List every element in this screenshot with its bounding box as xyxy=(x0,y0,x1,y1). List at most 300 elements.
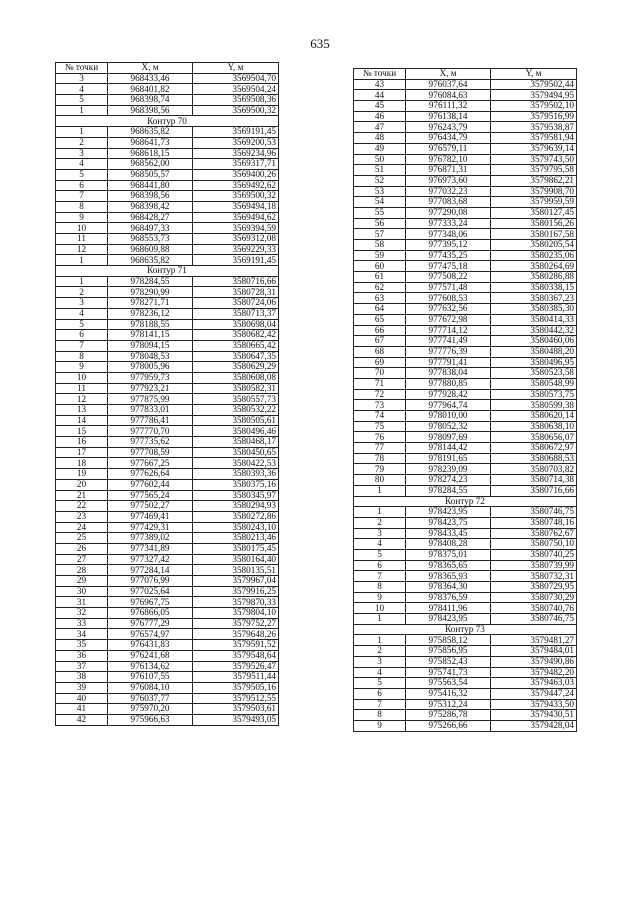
y-coordinate-cell: 3569400,26 xyxy=(193,169,279,180)
point-number-cell: 8 xyxy=(354,710,406,721)
y-coordinate-cell: 3580682,42 xyxy=(193,330,279,341)
y-coordinate-cell: 3569492,62 xyxy=(193,180,279,191)
x-coordinate-cell: 975266,66 xyxy=(406,720,491,731)
y-coordinate-cell: 3580573,75 xyxy=(491,389,577,400)
table-row xyxy=(354,688,577,699)
header-x: X, м xyxy=(108,63,193,74)
point-number-cell: 25 xyxy=(56,533,108,544)
x-coordinate-cell: 976138,14 xyxy=(406,111,491,122)
point-number-cell: 12 xyxy=(56,244,108,255)
x-coordinate-cell: 977786,41 xyxy=(108,415,193,426)
point-number-cell: 9 xyxy=(354,592,406,603)
y-coordinate-cell: 3569191,45 xyxy=(193,127,279,138)
contour-heading-row xyxy=(56,266,279,277)
y-coordinate-cell: 3569312,08 xyxy=(193,234,279,245)
y-coordinate-cell: 3569200,53 xyxy=(193,137,279,148)
x-coordinate-cell: 978141,15 xyxy=(108,330,193,341)
point-number-cell: 7 xyxy=(354,699,406,710)
table-row xyxy=(56,105,279,116)
y-coordinate-cell: 3580724,06 xyxy=(193,298,279,309)
table-row xyxy=(56,95,279,106)
table-row xyxy=(354,336,577,347)
x-coordinate-cell: 978239,09 xyxy=(406,464,491,475)
y-coordinate-cell: 3579482,20 xyxy=(491,667,577,678)
point-number-cell: 1 xyxy=(56,127,108,138)
table-row xyxy=(354,261,577,272)
contour-heading-row xyxy=(354,496,577,507)
x-coordinate-cell: 978274,23 xyxy=(406,475,491,486)
point-number-cell: 8 xyxy=(56,351,108,362)
y-coordinate-cell: 3580294,93 xyxy=(193,501,279,512)
x-coordinate-cell: 976241,68 xyxy=(108,650,193,661)
x-coordinate-cell: 977626,64 xyxy=(108,469,193,480)
table-row xyxy=(56,543,279,554)
y-coordinate-cell: 3580393,36 xyxy=(193,469,279,480)
x-coordinate-cell: 977880,85 xyxy=(406,378,491,389)
y-coordinate-cell: 3580422,53 xyxy=(193,458,279,469)
y-coordinate-cell: 3579804,10 xyxy=(193,608,279,619)
x-coordinate-cell: 977741,49 xyxy=(406,336,491,347)
point-number-cell: 3 xyxy=(354,528,406,539)
x-coordinate-cell: 977875,99 xyxy=(108,394,193,405)
point-number-cell: 11 xyxy=(56,234,108,245)
table-row xyxy=(56,565,279,576)
y-coordinate-cell: 3580582,31 xyxy=(193,383,279,394)
table-row xyxy=(354,229,577,240)
x-coordinate-cell: 978423,75 xyxy=(406,517,491,528)
x-coordinate-cell: 977429,31 xyxy=(108,522,193,533)
point-number-cell: 2 xyxy=(56,287,108,298)
table-row xyxy=(354,218,577,229)
x-coordinate-cell: 976037,64 xyxy=(406,79,491,90)
point-number-cell: 38 xyxy=(56,672,108,683)
point-number-cell: 3 xyxy=(56,148,108,159)
x-coordinate-cell: 977791,41 xyxy=(406,357,491,368)
table-row xyxy=(354,667,577,678)
table-row xyxy=(56,372,279,383)
table-row xyxy=(56,351,279,362)
y-coordinate-cell: 3580698,04 xyxy=(193,319,279,330)
point-number-cell: 79 xyxy=(354,464,406,475)
x-coordinate-cell: 977508,22 xyxy=(406,272,491,283)
table-row xyxy=(354,485,577,496)
y-coordinate-cell: 3580548,99 xyxy=(491,378,577,389)
y-coordinate-cell: 3580127,45 xyxy=(491,207,577,218)
y-coordinate-cell: 3580135,51 xyxy=(193,565,279,576)
x-coordinate-cell: 977672,98 xyxy=(406,314,491,325)
x-coordinate-cell: 977714,12 xyxy=(406,325,491,336)
y-coordinate-cell: 3580167,58 xyxy=(491,229,577,240)
point-number-cell: 29 xyxy=(56,576,108,587)
point-number-cell: 68 xyxy=(354,346,406,357)
x-coordinate-cell: 976134,62 xyxy=(108,661,193,672)
x-coordinate-cell: 977838,04 xyxy=(406,368,491,379)
y-coordinate-cell: 3580713,37 xyxy=(193,308,279,319)
y-coordinate-cell: 3569394,59 xyxy=(193,223,279,234)
x-coordinate-cell: 977632,56 xyxy=(406,304,491,315)
y-coordinate-cell: 3580496,95 xyxy=(491,357,577,368)
table-row xyxy=(56,618,279,629)
x-coordinate-cell: 978423,95 xyxy=(406,507,491,518)
table-row xyxy=(56,586,279,597)
point-number-cell: 65 xyxy=(354,314,406,325)
y-coordinate-cell: 3579502,10 xyxy=(491,101,577,112)
point-number-cell: 60 xyxy=(354,261,406,272)
x-coordinate-cell: 976782,10 xyxy=(406,154,491,165)
x-coordinate-cell: 977833,01 xyxy=(108,405,193,416)
x-coordinate-cell: 977502,27 xyxy=(108,501,193,512)
table-row xyxy=(56,191,279,202)
x-coordinate-cell: 977348,06 xyxy=(406,229,491,240)
table-row xyxy=(354,314,577,325)
table-row xyxy=(354,560,577,571)
table-row xyxy=(56,276,279,287)
y-coordinate-cell: 3579743,50 xyxy=(491,154,577,165)
y-coordinate-cell: 3580656,07 xyxy=(491,432,577,443)
y-coordinate-cell: 3569500,32 xyxy=(193,105,279,116)
x-coordinate-cell: 976574,97 xyxy=(108,629,193,640)
point-number-cell: 4 xyxy=(354,667,406,678)
point-number-cell: 57 xyxy=(354,229,406,240)
header-y: Y, м xyxy=(193,63,279,74)
table-row xyxy=(354,411,577,422)
table-row xyxy=(56,554,279,565)
table-row xyxy=(354,549,577,560)
point-number-cell: 7 xyxy=(56,340,108,351)
table-row xyxy=(354,453,577,464)
y-coordinate-cell: 3579870,33 xyxy=(193,597,279,608)
x-coordinate-cell: 968562,00 xyxy=(108,159,193,170)
table-row xyxy=(354,143,577,154)
y-coordinate-cell: 3580665,42 xyxy=(193,340,279,351)
point-number-cell: 35 xyxy=(56,640,108,651)
y-coordinate-cell: 3580243,10 xyxy=(193,522,279,533)
contour-heading: Контур 71 xyxy=(56,266,279,277)
point-number-cell: 21 xyxy=(56,490,108,501)
x-coordinate-cell: 975852,43 xyxy=(406,656,491,667)
point-number-cell: 71 xyxy=(354,378,406,389)
x-coordinate-cell: 975970,20 xyxy=(108,704,193,715)
y-coordinate-cell: 3569229,33 xyxy=(193,244,279,255)
point-number-cell: 6 xyxy=(56,330,108,341)
table-row xyxy=(354,325,577,336)
y-coordinate-cell: 3580442,32 xyxy=(491,325,577,336)
x-coordinate-cell: 976037,77 xyxy=(108,693,193,704)
table-row xyxy=(56,704,279,715)
x-coordinate-cell: 977964,74 xyxy=(406,400,491,411)
point-number-cell: 6 xyxy=(56,180,108,191)
point-number-cell: 12 xyxy=(56,394,108,405)
table-row xyxy=(56,223,279,234)
y-coordinate-cell: 3580338,15 xyxy=(491,282,577,293)
x-coordinate-cell: 977341,89 xyxy=(108,543,193,554)
table-row xyxy=(56,383,279,394)
point-number-cell: 8 xyxy=(354,582,406,593)
y-coordinate-cell: 3580729,95 xyxy=(491,582,577,593)
table-row xyxy=(354,90,577,101)
point-number-cell: 72 xyxy=(354,389,406,400)
point-number-cell: 48 xyxy=(354,133,406,144)
table-row xyxy=(56,298,279,309)
x-coordinate-cell: 977923,21 xyxy=(108,383,193,394)
table-row xyxy=(354,165,577,176)
point-number-cell: 4 xyxy=(56,308,108,319)
table-row xyxy=(354,603,577,614)
y-coordinate-cell: 3579548,64 xyxy=(193,650,279,661)
y-coordinate-cell: 3580629,29 xyxy=(193,362,279,373)
contour-heading: Контур 73 xyxy=(354,624,577,635)
point-number-cell: 52 xyxy=(354,175,406,186)
point-number-cell: 1 xyxy=(354,507,406,518)
x-coordinate-cell: 975858,12 xyxy=(406,635,491,646)
point-number-cell: 56 xyxy=(354,218,406,229)
y-coordinate-cell: 3580620,14 xyxy=(491,411,577,422)
table-body-right xyxy=(354,79,577,731)
x-coordinate-cell: 978236,12 xyxy=(108,308,193,319)
table-row xyxy=(56,201,279,212)
point-number-cell: 43 xyxy=(354,79,406,90)
y-coordinate-cell: 3580345,97 xyxy=(193,490,279,501)
point-number-cell: 20 xyxy=(56,479,108,490)
table-row xyxy=(56,458,279,469)
x-coordinate-cell: 977776,39 xyxy=(406,346,491,357)
x-coordinate-cell: 975416,32 xyxy=(406,688,491,699)
point-number-cell: 70 xyxy=(354,368,406,379)
point-number-cell: 8 xyxy=(56,201,108,212)
x-coordinate-cell: 968398,56 xyxy=(108,105,193,116)
table-row xyxy=(354,421,577,432)
point-number-cell: 41 xyxy=(56,704,108,715)
table-row xyxy=(56,533,279,544)
x-coordinate-cell: 977959,73 xyxy=(108,372,193,383)
point-number-cell: 44 xyxy=(354,90,406,101)
x-coordinate-cell: 975856,95 xyxy=(406,646,491,657)
x-coordinate-cell: 975563,54 xyxy=(406,678,491,689)
y-coordinate-cell: 3579463,03 xyxy=(491,678,577,689)
table-row xyxy=(354,378,577,389)
x-coordinate-cell: 977735,62 xyxy=(108,437,193,448)
point-number-cell: 2 xyxy=(56,137,108,148)
point-number-cell: 80 xyxy=(354,475,406,486)
x-coordinate-cell: 978188,55 xyxy=(108,319,193,330)
table-row xyxy=(354,207,577,218)
y-coordinate-cell: 3580730,29 xyxy=(491,592,577,603)
x-coordinate-cell: 978375,01 xyxy=(406,549,491,560)
table-row xyxy=(354,528,577,539)
x-coordinate-cell: 976243,79 xyxy=(406,122,491,133)
x-coordinate-cell: 977469,41 xyxy=(108,511,193,522)
y-coordinate-cell: 3579433,50 xyxy=(491,699,577,710)
point-number-cell: 46 xyxy=(354,111,406,122)
y-coordinate-cell: 3579581,94 xyxy=(491,133,577,144)
x-coordinate-cell: 977025,64 xyxy=(108,586,193,597)
y-coordinate-cell: 3579752,27 xyxy=(193,618,279,629)
table-row xyxy=(354,133,577,144)
x-coordinate-cell: 977389,02 xyxy=(108,533,193,544)
y-coordinate-cell: 3580748,16 xyxy=(491,517,577,528)
point-number-cell: 24 xyxy=(56,522,108,533)
table-row xyxy=(354,720,577,731)
x-coordinate-cell: 976871,31 xyxy=(406,165,491,176)
y-coordinate-cell: 3580599,38 xyxy=(491,400,577,411)
table-row xyxy=(354,197,577,208)
table-row xyxy=(354,635,577,646)
y-coordinate-cell: 3580205,54 xyxy=(491,240,577,251)
point-number-cell: 2 xyxy=(354,517,406,528)
x-coordinate-cell: 968398,42 xyxy=(108,201,193,212)
table-row xyxy=(354,400,577,411)
x-coordinate-cell: 978284,55 xyxy=(406,485,491,496)
table-row xyxy=(56,661,279,672)
x-coordinate-cell: 968641,73 xyxy=(108,137,193,148)
y-coordinate-cell: 3580716,66 xyxy=(193,276,279,287)
table-row xyxy=(354,592,577,603)
coordinates-table-left xyxy=(55,62,279,726)
y-coordinate-cell: 3580608,08 xyxy=(193,372,279,383)
table-row xyxy=(354,710,577,721)
point-number-cell: 42 xyxy=(56,714,108,725)
x-coordinate-cell: 977290,08 xyxy=(406,207,491,218)
point-number-cell: 19 xyxy=(56,469,108,480)
x-coordinate-cell: 978290,99 xyxy=(108,287,193,298)
point-number-cell: 40 xyxy=(56,693,108,704)
table-row xyxy=(354,432,577,443)
y-coordinate-cell: 3580732,31 xyxy=(491,571,577,582)
x-coordinate-cell: 977571,48 xyxy=(406,282,491,293)
table-row xyxy=(354,443,577,454)
point-number-cell: 5 xyxy=(56,319,108,330)
x-coordinate-cell: 978433,45 xyxy=(406,528,491,539)
y-coordinate-cell: 3580703,82 xyxy=(491,464,577,475)
point-number-cell: 16 xyxy=(56,437,108,448)
table-row xyxy=(354,250,577,261)
y-coordinate-cell: 3579908,70 xyxy=(491,186,577,197)
x-coordinate-cell: 978423,95 xyxy=(406,614,491,625)
y-coordinate-cell: 3579428,04 xyxy=(491,720,577,731)
y-coordinate-cell: 3579959,59 xyxy=(491,197,577,208)
x-coordinate-cell: 976973,60 xyxy=(406,175,491,186)
table-row xyxy=(354,357,577,368)
y-coordinate-cell: 3580286,88 xyxy=(491,272,577,283)
contour-heading-row xyxy=(354,624,577,635)
x-coordinate-cell: 968398,56 xyxy=(108,191,193,202)
x-coordinate-cell: 976967,75 xyxy=(108,597,193,608)
table-row xyxy=(56,340,279,351)
x-coordinate-cell: 977667,25 xyxy=(108,458,193,469)
y-coordinate-cell: 3580746,75 xyxy=(491,507,577,518)
table-row xyxy=(56,244,279,255)
y-coordinate-cell: 3579494,95 xyxy=(491,90,577,101)
y-coordinate-cell: 3579967,04 xyxy=(193,576,279,587)
y-coordinate-cell: 3579493,05 xyxy=(193,714,279,725)
y-coordinate-cell: 3579490,86 xyxy=(491,656,577,667)
x-coordinate-cell: 977770,70 xyxy=(108,426,193,437)
y-coordinate-cell: 3579511,44 xyxy=(193,672,279,683)
header-point-number: № точки xyxy=(354,69,406,80)
x-coordinate-cell: 977327,42 xyxy=(108,554,193,565)
point-number-cell: 31 xyxy=(56,597,108,608)
point-number-cell: 54 xyxy=(354,197,406,208)
table-row xyxy=(56,693,279,704)
y-coordinate-cell: 3580638,10 xyxy=(491,421,577,432)
point-number-cell: 63 xyxy=(354,293,406,304)
point-number-cell: 62 xyxy=(354,282,406,293)
table-row xyxy=(56,682,279,693)
header-y: Y, м xyxy=(491,69,577,80)
header-point-number: № точки xyxy=(56,63,108,74)
point-number-cell: 78 xyxy=(354,453,406,464)
x-coordinate-cell: 976866,05 xyxy=(108,608,193,619)
table-row xyxy=(354,517,577,528)
y-coordinate-cell: 3579795,58 xyxy=(491,165,577,176)
y-coordinate-cell: 3580414,33 xyxy=(491,314,577,325)
table-row xyxy=(354,475,577,486)
point-number-cell: 28 xyxy=(56,565,108,576)
table-row xyxy=(56,148,279,159)
y-coordinate-cell: 3580688,53 xyxy=(491,453,577,464)
table-row xyxy=(354,464,577,475)
y-coordinate-cell: 3569191,45 xyxy=(193,255,279,266)
point-number-cell: 36 xyxy=(56,650,108,661)
table-row xyxy=(56,608,279,619)
table-row xyxy=(56,180,279,191)
y-coordinate-cell: 3579512,55 xyxy=(193,693,279,704)
point-number-cell: 7 xyxy=(56,191,108,202)
table-row xyxy=(354,614,577,625)
point-number-cell: 3 xyxy=(56,73,108,84)
point-number-cell: 1 xyxy=(354,635,406,646)
coordinates-table-right xyxy=(353,68,577,732)
point-number-cell: 67 xyxy=(354,336,406,347)
table-row xyxy=(56,84,279,95)
point-number-cell: 13 xyxy=(56,405,108,416)
point-number-cell: 39 xyxy=(56,682,108,693)
point-number-cell: 5 xyxy=(56,169,108,180)
point-number-cell: 1 xyxy=(354,485,406,496)
table-row xyxy=(354,175,577,186)
table-row xyxy=(56,405,279,416)
x-coordinate-cell: 977395,12 xyxy=(406,240,491,251)
y-coordinate-cell: 3579526,47 xyxy=(193,661,279,672)
point-number-cell: 10 xyxy=(56,372,108,383)
point-number-cell: 4 xyxy=(354,539,406,550)
point-number-cell: 17 xyxy=(56,447,108,458)
table-row xyxy=(56,426,279,437)
table-row xyxy=(354,240,577,251)
y-coordinate-cell: 3569500,32 xyxy=(193,191,279,202)
y-coordinate-cell: 3579502,44 xyxy=(491,79,577,90)
x-coordinate-cell: 968609,88 xyxy=(108,244,193,255)
point-number-cell: 76 xyxy=(354,432,406,443)
x-coordinate-cell: 978365,93 xyxy=(406,571,491,582)
point-number-cell: 18 xyxy=(56,458,108,469)
y-coordinate-cell: 3580272,86 xyxy=(193,511,279,522)
x-coordinate-cell: 975286,78 xyxy=(406,710,491,721)
x-coordinate-cell: 975966,63 xyxy=(108,714,193,725)
page-number: 635 xyxy=(310,36,330,51)
table-row xyxy=(56,447,279,458)
x-coordinate-cell: 968398,74 xyxy=(108,95,193,106)
table-row xyxy=(56,159,279,170)
y-coordinate-cell: 3579538,87 xyxy=(491,122,577,133)
point-number-cell: 7 xyxy=(354,571,406,582)
x-coordinate-cell: 977928,42 xyxy=(406,389,491,400)
table-row xyxy=(354,272,577,283)
x-coordinate-cell: 978411,96 xyxy=(406,603,491,614)
x-coordinate-cell: 976084,10 xyxy=(108,682,193,693)
x-coordinate-cell: 978010,00 xyxy=(406,411,491,422)
x-coordinate-cell: 977602,44 xyxy=(108,479,193,490)
